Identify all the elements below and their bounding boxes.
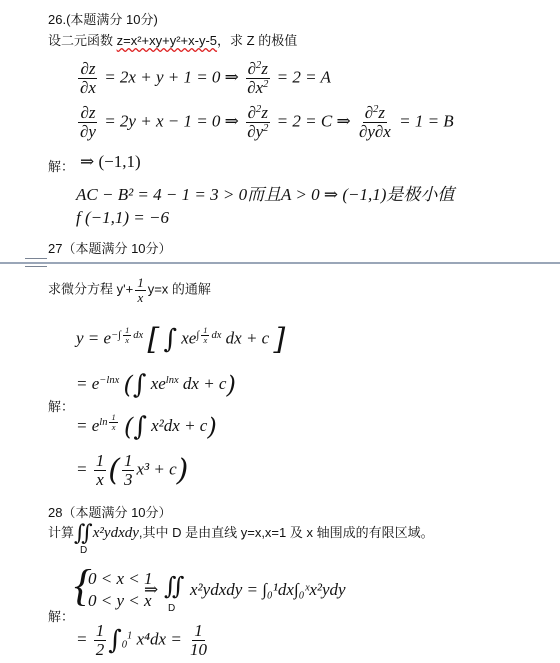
q26-solution-label: 解： — [48, 159, 75, 174]
q27-prompt-pre: 求微分方程 y'+ — [48, 281, 134, 297]
q26-eq1-tail: = 2 = A — [276, 67, 331, 87]
q26-eq1-rhs: = 2x + y + 1 = 0 ⇒ — [104, 67, 239, 87]
double-integral-sign-2: ∬ — [164, 572, 185, 600]
q26-equation-1 — [76, 60, 331, 97]
page-divider — [0, 262, 560, 264]
d2z-dy2-fraction: $\frac{\partial^2z}{\partial y^2}$ — [247, 103, 269, 141]
d2z-dydx-fraction: $\frac{\partial^2z}{\partial y\partial x}$ — [358, 103, 391, 141]
q28-solution-label: 解： — [48, 609, 75, 624]
q27-step2-body: xe — [150, 373, 166, 393]
right-paren: ) — [226, 371, 236, 399]
dz-dy-fraction: $\frac{\partial z}{\partial y}$ — [80, 103, 96, 141]
q26-function: z=x²+xy+y²+x-y-5 — [116, 33, 218, 48]
q28-condition-1: 0 < x < 1 — [88, 569, 153, 588]
q27-step-1 — [76, 322, 285, 357]
q27-step-4: = $\frac{1}{x}$ ( $\frac{1}{3}$ x³ + c) — [76, 451, 189, 489]
one-over-x-fraction: $\frac{1}{x}$ — [137, 275, 144, 305]
answer-numerator: 1 — [194, 621, 203, 640]
q26-eq2-tail: = 1 = B — [399, 111, 454, 131]
q26-eq2-mid: = 2 = C ⇒ — [276, 111, 351, 131]
one-over-x-fraction-2: $\frac{1}{x}$ — [95, 451, 105, 489]
divider-mark-top — [25, 258, 47, 259]
q28-integrand: x²ydxdy — [92, 524, 139, 541]
q27-step-3 — [76, 412, 217, 442]
left-bracket: [ — [147, 322, 160, 357]
lower-limit: 0 — [121, 639, 128, 651]
q26-prompt — [48, 30, 297, 49]
left-paren-2: ( — [123, 413, 134, 441]
q28-region-label: D — [80, 545, 88, 556]
exp-fraction: $\frac{1}{x}$ — [125, 324, 130, 345]
q28-arrow: ⇒ — [144, 580, 159, 599]
d2z-dx2-fraction: $\frac{\partial^2z}{\partial x^2}$ — [247, 59, 269, 97]
q27-prompt — [48, 276, 211, 304]
integral-sign: ∫ — [163, 324, 177, 355]
q27-step2-lhs: = e — [76, 373, 100, 393]
integral-sign-3: ∫ — [133, 412, 147, 442]
right-bracket: ] — [273, 322, 286, 357]
q26-eq2-rhs: = 2y + x − 1 = 0 ⇒ — [104, 111, 239, 131]
q27-step2-exponent: −lnx — [99, 375, 120, 387]
right-paren-2: ) — [207, 413, 217, 441]
q27-step1-lhs: y = e — [76, 328, 112, 348]
q28-condition-2: 0 < y < x — [88, 591, 152, 610]
q26-critical-point: ⇒ (−1,1) — [80, 152, 141, 171]
q27-step1-exponent: −∫ 1 x dx — [111, 324, 144, 345]
q27-step4-inner: x³ + c — [136, 459, 177, 479]
answer-denominator: 10 — [190, 639, 208, 659]
q27-step1-body: xe — [181, 328, 197, 348]
q27-prompt-post: y=x 的通解 — [147, 281, 211, 297]
divider-mark-bottom — [25, 266, 47, 267]
double-integral-sign: ∬ — [74, 521, 93, 546]
q26-min-value: f (−1,1) = −6 — [76, 208, 169, 227]
one-third-fraction: $\frac{1}{3}$ — [123, 451, 133, 489]
q27-step1-inner-exponent: ∫ 1 x dx — [196, 324, 222, 345]
q27-step1-tail: dx + c — [225, 328, 270, 348]
dz-dx-fraction: $\frac{\partial z}{\partial x}$ — [80, 59, 96, 97]
one-half-fraction: $\frac{1}{2}$ — [95, 621, 105, 659]
q27-step-2 — [76, 370, 236, 400]
q28-prompt — [48, 521, 434, 546]
q27-step3-lhs: = e — [76, 415, 100, 435]
q26-discriminant: AC − B² = 4 − 1 = 3 > 0而且A > 0 ⇒ (−1,1)是极小值 — [76, 185, 455, 204]
q28-system-brace: { — [74, 561, 92, 610]
left-paren-3: ( — [108, 452, 120, 488]
q28-final-integrand: x⁴dx = — [136, 629, 182, 649]
exp-fraction-3: $\frac{1}{x}$ — [111, 412, 116, 433]
q28-final: = $\frac{1}{2}$ $\int_0^1$ x⁴dx = $\frac{1}{10}$ — [76, 621, 208, 659]
q27-title: 27（本题满分 10分） — [48, 241, 172, 256]
q26-prompt-pre: 设二元函数 — [48, 33, 117, 48]
q26-equation-2 — [76, 104, 454, 141]
left-paren: ( — [123, 371, 133, 399]
q28-region-label-2: D — [168, 603, 176, 614]
right-paren-3: ) — [176, 452, 189, 488]
q27-step2-tail: dx + c — [182, 373, 227, 393]
answer-fraction — [188, 622, 209, 659]
q26-prompt-post: ，求 Z 的极值 — [217, 33, 298, 48]
q26-title: 26.(本题满分 10分) — [48, 12, 158, 27]
q27-step3-exponent: ln 1 x — [99, 412, 116, 433]
q27-step2-inner-exponent: lnx — [165, 375, 179, 387]
integral-sign-2: ∫ — [132, 370, 147, 400]
q27-step3-body: x²dx + c — [151, 415, 208, 435]
exp-fraction-2: $\frac{1}{x}$ — [203, 324, 208, 345]
upper-limit: 1 — [127, 630, 133, 642]
q28-title: 28（本题满分 10分） — [48, 505, 172, 520]
q27-solution-label: 解： — [48, 399, 75, 414]
q28-prompt-post: ,其中 D 是由直线 y=x,x=1 及 x 轴围成的有限区域。 — [138, 524, 434, 540]
q28-prompt-pre: 计算 — [48, 524, 75, 540]
q28-iterated: x²ydxdy = ∫₀¹dx∫₀ˣx²ydy — [190, 580, 346, 599]
integral-sign-4: ∫ — [108, 625, 122, 656]
